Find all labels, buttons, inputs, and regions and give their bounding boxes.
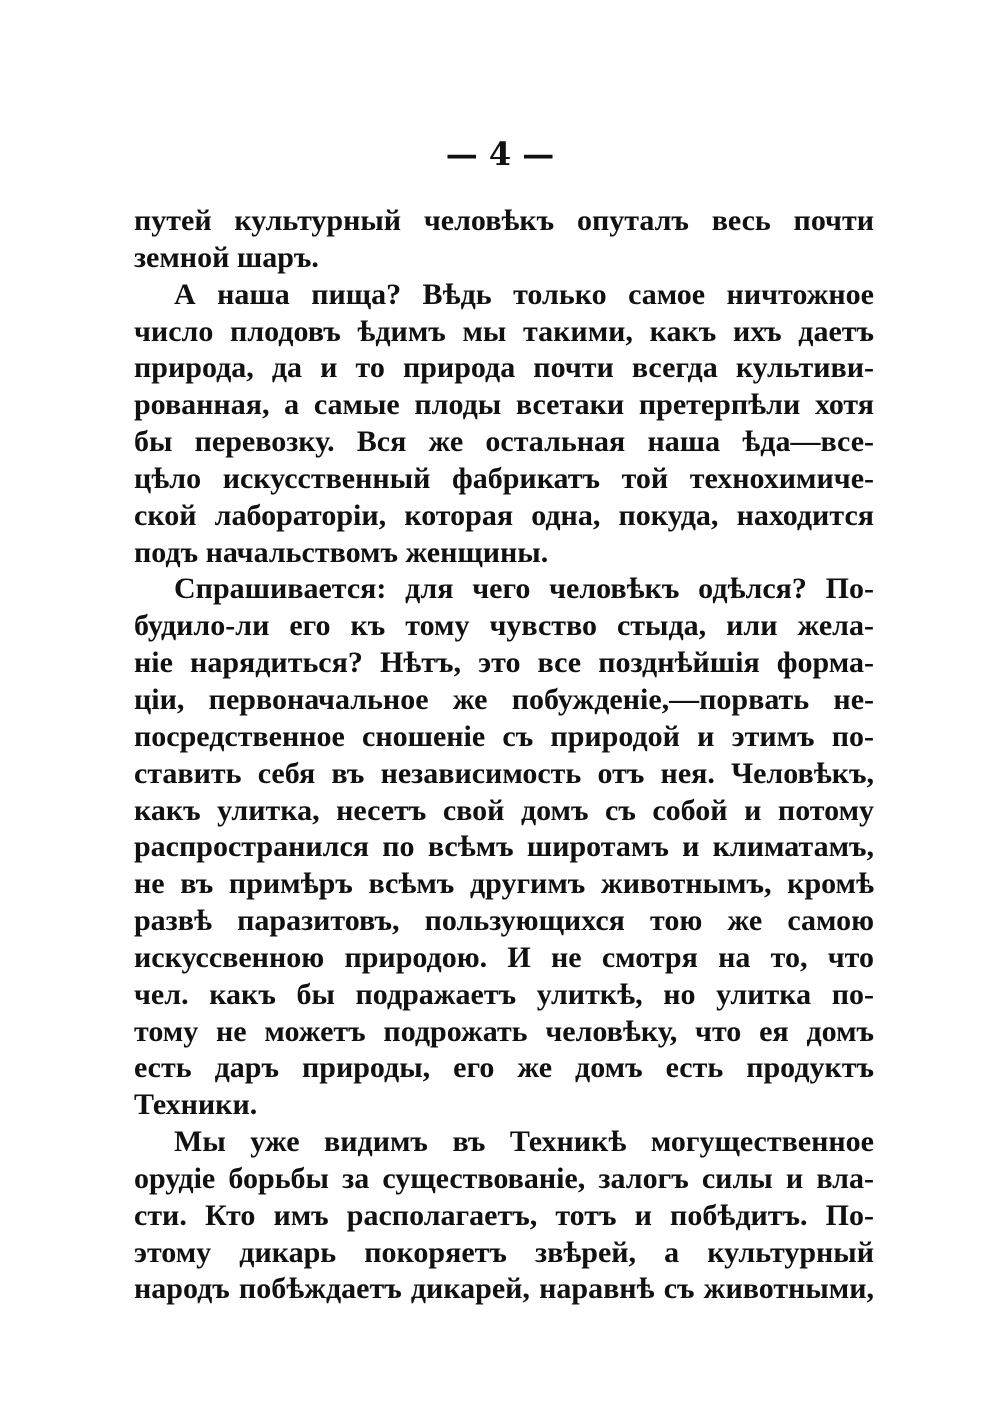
- text-line: искуссвенною природою. И не смотря на то, что: [134, 940, 874, 974]
- page-number: — 4 —: [445, 135, 555, 173]
- text-line: Техники.: [134, 1088, 258, 1122]
- text-line: развѣ паразитовъ, пользующихся тою же самою: [134, 904, 874, 938]
- text-line: бы перевозку. Вся же остальная наша ѣда—все-: [134, 425, 874, 459]
- text-line: ской лабораторіи, которая одна, покуда, находится: [134, 498, 874, 532]
- text-line: посредственное сношеніе съ природой и этимъ по-: [134, 719, 874, 753]
- text-line: будило-ли его къ тому чувство стыда, или жела-: [134, 609, 874, 643]
- text-line: подъ начальствомъ женщины.: [134, 535, 549, 569]
- text-line: есть даръ природы, его же домъ есть продуктъ: [134, 1051, 874, 1085]
- text-line: Спрашивается: для чего человѣкъ одѣлся? По-: [174, 572, 874, 606]
- body-text: [134, 203, 874, 1308]
- text-line: ціи, первоначальное же побужденіе,—порвать не-: [134, 682, 874, 716]
- text-line: распространился по всѣмъ широтамъ и климатамъ,: [134, 830, 874, 864]
- text-line: число плодовъ ѣдимъ мы такими, какъ ихъ даетъ: [134, 314, 874, 348]
- text-line: А наша пища? Вѣдь только самое ничтожное: [174, 277, 874, 311]
- text-line: орудіе борьбы за существованіе, залогъ силы и вла-: [134, 1161, 874, 1195]
- text-line: тому не можетъ подрожать человѣку, что ея домъ: [134, 1014, 874, 1048]
- text-line: чел. какъ бы подражаетъ улиткѣ, но улитка по-: [134, 977, 874, 1011]
- text-line: ставить себя въ независимость отъ нея. Человѣкъ,: [134, 756, 874, 790]
- text-line: сти. Кто имъ располагаетъ, тотъ и побѣдитъ. По-: [134, 1198, 874, 1232]
- text-line: природа, да и то природа почти всегда культиви-: [134, 351, 874, 385]
- text-line: рованная, а самые плоды всетаки претерпѣли хотя: [134, 388, 874, 422]
- text-line: Мы уже видимъ въ Техникѣ могущественное: [174, 1125, 874, 1159]
- text-line: земной шаръ.: [134, 240, 319, 274]
- text-line: цѣло искусственный фабрикатъ той технохимиче-: [134, 461, 874, 495]
- text-line: этому дикарь покоряетъ звѣрей, а культурный: [134, 1235, 874, 1269]
- text-line: народъ побѣждаетъ дикарей, наравнѣ съ животными,: [134, 1272, 874, 1306]
- text-line: путей культурный человѣкъ опуталъ весь почти: [134, 204, 874, 237]
- text-line: не въ примѣръ всѣмъ другимъ животнымъ, кромѣ: [134, 867, 874, 901]
- text-line: какъ улитка, несетъ свой домъ съ собой и потому: [134, 793, 874, 827]
- text-line: ніе нарядиться? Нѣтъ, это все позднѣйшія форма-: [134, 646, 874, 680]
